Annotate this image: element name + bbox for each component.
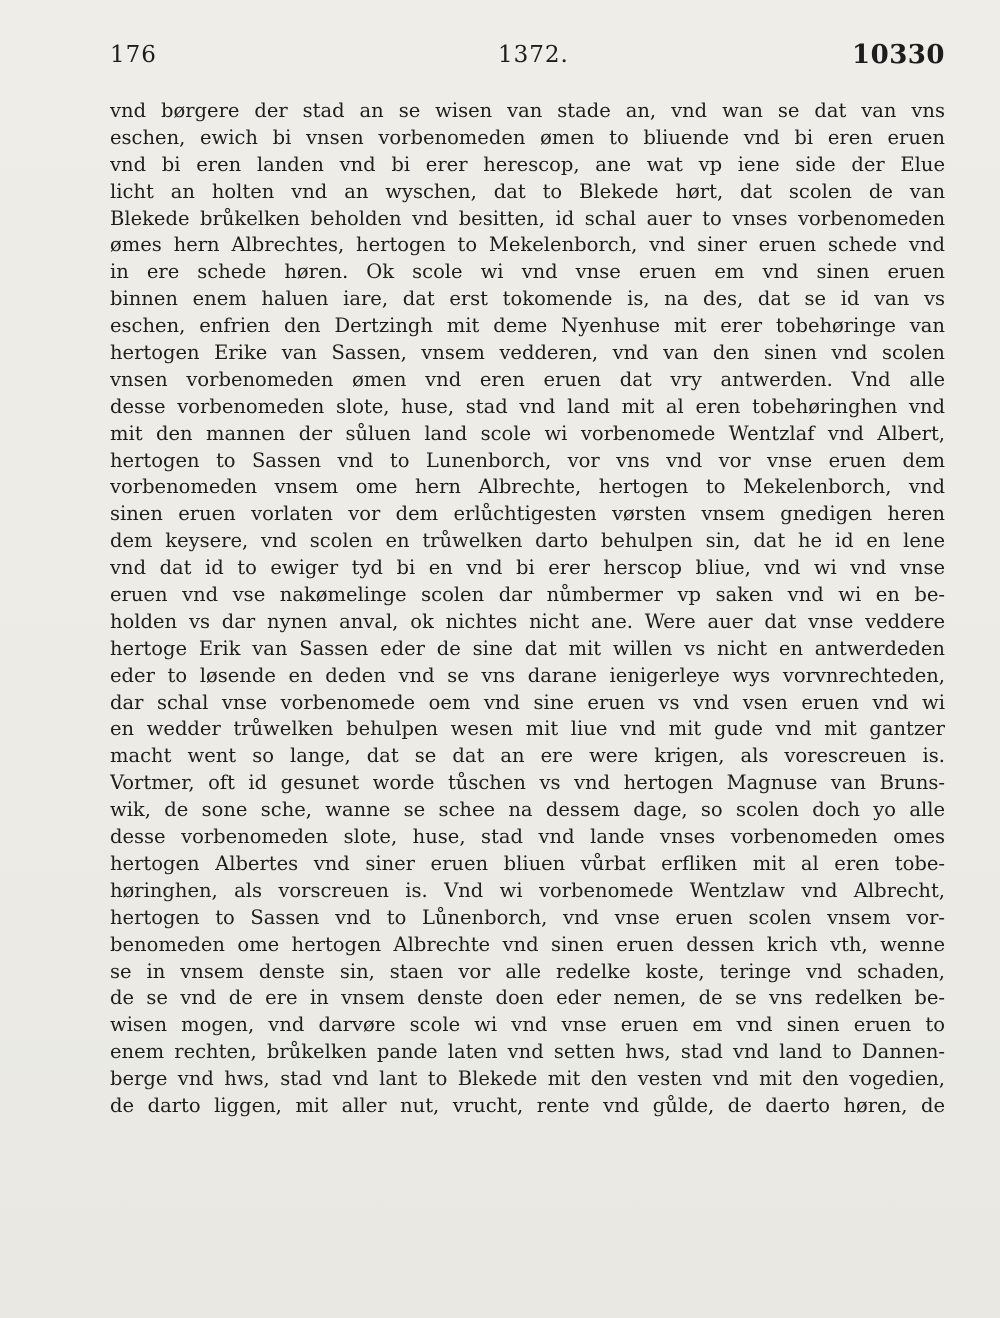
text-line: vorbenomeden vnsem ome hern Albrechte, hertogen to Mekelenborch, vnd [110, 475, 945, 499]
text-line: ømes hern Albrechtes, hertogen to Mekelenborch, vnd siner eruen schede vnd [110, 233, 945, 257]
text-line: hertoge Erik van Sassen eder de sine dat mit willen vs nicht en antwerdeden [110, 636, 945, 660]
text-line: vnd dat id to ewiger tyd bi en vnd bi erer herscop bliue, vnd wi vnd vnse [110, 556, 945, 580]
text-line: eschen, enfrien den Dertzingh mit deme Nyenhuse mit erer tobehøringe van [110, 314, 945, 338]
text-line: eder to løsende en deden vnd se vns darane ienigerleye wys vorvnrechteden, [110, 663, 945, 687]
text-line: hertogen Albertes vnd siner eruen bliuen vůrbat erfliken mit al eren tobe- [110, 851, 945, 875]
text-line: se in vnsem denste sin, staen vor alle redelke koste, teringe vnd schaden, [110, 959, 945, 983]
page-header [110, 42, 945, 78]
text-line: wik, de sone sche, wanne se schee na dessem dage, so scolen doch yo alle [110, 798, 945, 822]
text-line: eruen vnd vse nakømelinge scolen dar nůmbermer vp saken vnd wi en be- [110, 583, 945, 607]
text-line: en wedder trůwelken behulpen wesen mit liue vnd mit gude vnd mit gantzer [110, 717, 945, 741]
text-line: eschen, ewich bi vnsen vorbenomeden ømen to bliuende vnd bi eren eruen [110, 125, 945, 149]
text-line: høringhen, als vorscreuen is. Vnd wi vorbenomede Wentzlaw vnd Albrecht, [110, 878, 945, 902]
text-line: mit den mannen der sůluen land scole wi vorbenomede Wentzlaf vnd Albert, [110, 421, 945, 445]
text-line: vnd bi eren landen vnd bi erer herescop, ane wat vp iene side der Elue [110, 152, 945, 176]
document-number: 10330 [852, 40, 945, 70]
text-line: enem rechten, brůkelken pande laten vnd setten hws, stad vnd land to Dannen- [110, 1040, 945, 1064]
text-line: de se vnd de ere in vnsem denste doen eder nemen, de se vns redelken be- [110, 986, 945, 1010]
document-year: 1372. [498, 42, 569, 68]
text-line: vnsen vorbenomeden ømen vnd eren eruen dat vry antwerden. Vnd alle [110, 367, 945, 391]
text-line: binnen enem haluen iare, dat erst tokomende is, na des, dat se id van vs [110, 287, 945, 311]
text-line: hertogen Erike van Sassen, vnsem vedderen, vnd van den sinen vnd scolen [110, 341, 945, 365]
text-line: Vortmer, oft id gesunet worde tůschen vs vnd hertogen Magnuse van Bruns- [110, 771, 945, 795]
text-line: dem keysere, vnd scolen en trůwelken darto behulpen sin, dat he id en lene [110, 529, 945, 553]
text-line: licht an holten vnd an wyschen, dat to Blekede hørt, dat scolen de van [110, 179, 945, 203]
text-line: wisen mogen, vnd darvøre scole wi vnd vnse eruen em vnd sinen eruen to [110, 1013, 945, 1037]
text-line: sinen eruen vorlaten vor dem erlůchtigesten vørsten vnsem gnedigen heren [110, 502, 945, 526]
text-line: Blekede brůkelken beholden vnd besitten, id schal auer to vnses vorbenomeden [110, 206, 945, 230]
text-line: hertogen to Sassen vnd to Lůnenborch, vnd vnse eruen scolen vnsem vor- [110, 905, 945, 929]
text-line: de darto liggen, mit aller nut, vrucht, rente vnd gůlde, de daerto høren, de [110, 1093, 945, 1117]
text-line: dar schal vnse vorbenomede oem vnd sine eruen vs vnd vsen eruen vnd wi [110, 690, 945, 714]
text-line: vnd børgere der stad an se wisen van stade an, vnd wan se dat van vns [110, 99, 945, 122]
page-number: 176 [110, 42, 157, 68]
text-line: in ere schede høren. Ok scole wi vnd vnse eruen em vnd sinen eruen [110, 260, 945, 284]
text-line: desse vorbenomeden slote, huse, stad vnd lande vnses vorbenomeden omes [110, 825, 945, 849]
text-line: benomeden ome hertogen Albrechte vnd sinen eruen dessen krich vth, wenne [110, 932, 945, 956]
text-line: holden vs dar nynen anval, ok nichtes nicht ane. Were auer dat vnse veddere [110, 609, 945, 633]
text-line: hertogen to Sassen vnd to Lunenborch, vor vns vnd vor vnse eruen dem [110, 448, 945, 472]
text-line: desse vorbenomeden slote, huse, stad vnd land mit al eren tobehøringhen vnd [110, 394, 945, 418]
text-line: berge vnd hws, stad vnd lant to Blekede mit den vesten vnd mit den vogedien, [110, 1067, 945, 1091]
body-text [110, 98, 945, 1120]
text-line: macht went so lange, dat se dat an ere were krigen, als vorescreuen is. [110, 744, 945, 768]
